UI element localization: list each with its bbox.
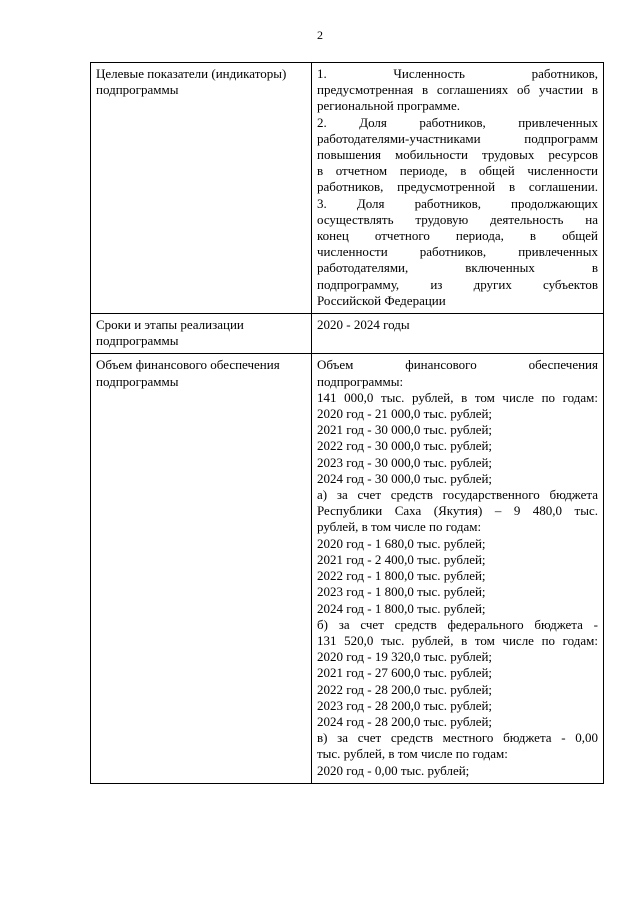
text-line: б) за счет средств федерального бюджета -	[317, 616, 598, 632]
page-number: 2	[317, 28, 323, 42]
row-label: Целевые показатели (индикаторы) подпрограммы	[91, 63, 312, 314]
text-line: Российской Федерации	[317, 292, 446, 308]
text-line: 2024 год - 30 000,0 тыс. рублей;	[317, 470, 493, 486]
row-target-indicators	[91, 63, 604, 314]
text-line: а) за счет средств государственного бюджета	[317, 487, 598, 503]
row-value	[312, 314, 604, 354]
text-line: осуществлять трудовую деятельность на	[317, 211, 598, 227]
text-line: конец отчетного периода, в общей	[317, 228, 598, 244]
text-line: Объем финансового обеспечения	[317, 357, 598, 373]
text-line: предусмотренная в соглашениях об участии в	[317, 82, 598, 98]
text-line: 2020 год - 1 680,0 тыс. рублей;	[317, 535, 486, 551]
text-line: 2023 год - 1 800,0 тыс. рублей;	[317, 584, 486, 600]
row-label: Объем финансового обеспечения подпрограммы	[91, 354, 312, 783]
text-line: Республики Саха (Якутия) – 9 480,0 тыс.	[317, 503, 598, 519]
text-line: 2024 год - 1 800,0 тыс. рублей;	[317, 600, 486, 616]
text-line: 2021 год - 27 600,0 тыс. рублей;	[317, 665, 493, 681]
text-line: 2023 год - 30 000,0 тыс. рублей;	[317, 454, 493, 470]
text-line: работодателями-участниками подпрограмм	[317, 130, 598, 146]
text-line: повышения мобильности трудовых ресурсов	[317, 147, 598, 163]
row-label: Сроки и этапы реализации подпрограммы	[91, 314, 312, 354]
row-value	[312, 63, 604, 314]
text-line: 2022 год - 30 000,0 тыс. рублей;	[317, 438, 493, 454]
row-financing-volume	[91, 354, 604, 783]
text-line: 1. Численность работников,	[317, 66, 598, 81]
row-terms-and-stages	[91, 314, 604, 354]
text-line: 2021 год - 30 000,0 тыс. рублей;	[317, 422, 493, 438]
text-line: рублей, в том числе по годам:	[317, 519, 482, 535]
text-line: 2022 год - 28 200,0 тыс. рублей;	[317, 681, 493, 697]
text-line: работодателями, включенных в	[317, 260, 598, 276]
text-line: работников, предусмотренной в соглашении.	[317, 179, 598, 195]
text-line: подпрограммы:	[317, 373, 404, 389]
row-value	[312, 354, 604, 783]
text-line: 2020 год - 21 000,0 тыс. рублей;	[317, 406, 493, 422]
text-line: 2. Доля работников, привлеченных	[317, 114, 598, 130]
text-line: в отчетном периоде, в общей численности	[317, 163, 598, 179]
text-line: численности работников, привлеченных	[317, 244, 598, 260]
text-line: 3. Доля работников, продолжающих	[317, 195, 598, 211]
text-line: в) за счет средств местного бюджета - 0,00	[317, 730, 598, 746]
text-line: 131 520,0 тыс. рублей, в том числе по годам:	[317, 632, 598, 648]
text-line: тыс. рублей, в том числе по годам:	[317, 746, 508, 762]
subprogram-passport-table	[90, 62, 604, 784]
text-line: 2020 год - 0,00 тыс. рублей;	[317, 762, 470, 778]
text-line: 2021 год - 2 400,0 тыс. рублей;	[317, 551, 486, 567]
text-line: 2020 - 2024 годы	[317, 317, 410, 333]
text-line: 2022 год - 1 800,0 тыс. рублей;	[317, 568, 486, 584]
text-line: региональной программе.	[317, 98, 461, 114]
text-line: 2023 год - 28 200,0 тыс. рублей;	[317, 697, 493, 713]
text-line: 2020 год - 19 320,0 тыс. рублей;	[317, 649, 493, 665]
text-line: 141 000,0 тыс. рублей, в том числе по годам:	[317, 389, 598, 405]
text-line: 2024 год - 28 200,0 тыс. рублей;	[317, 713, 493, 729]
text-line: подпрограмму, из других субъектов	[317, 276, 598, 292]
